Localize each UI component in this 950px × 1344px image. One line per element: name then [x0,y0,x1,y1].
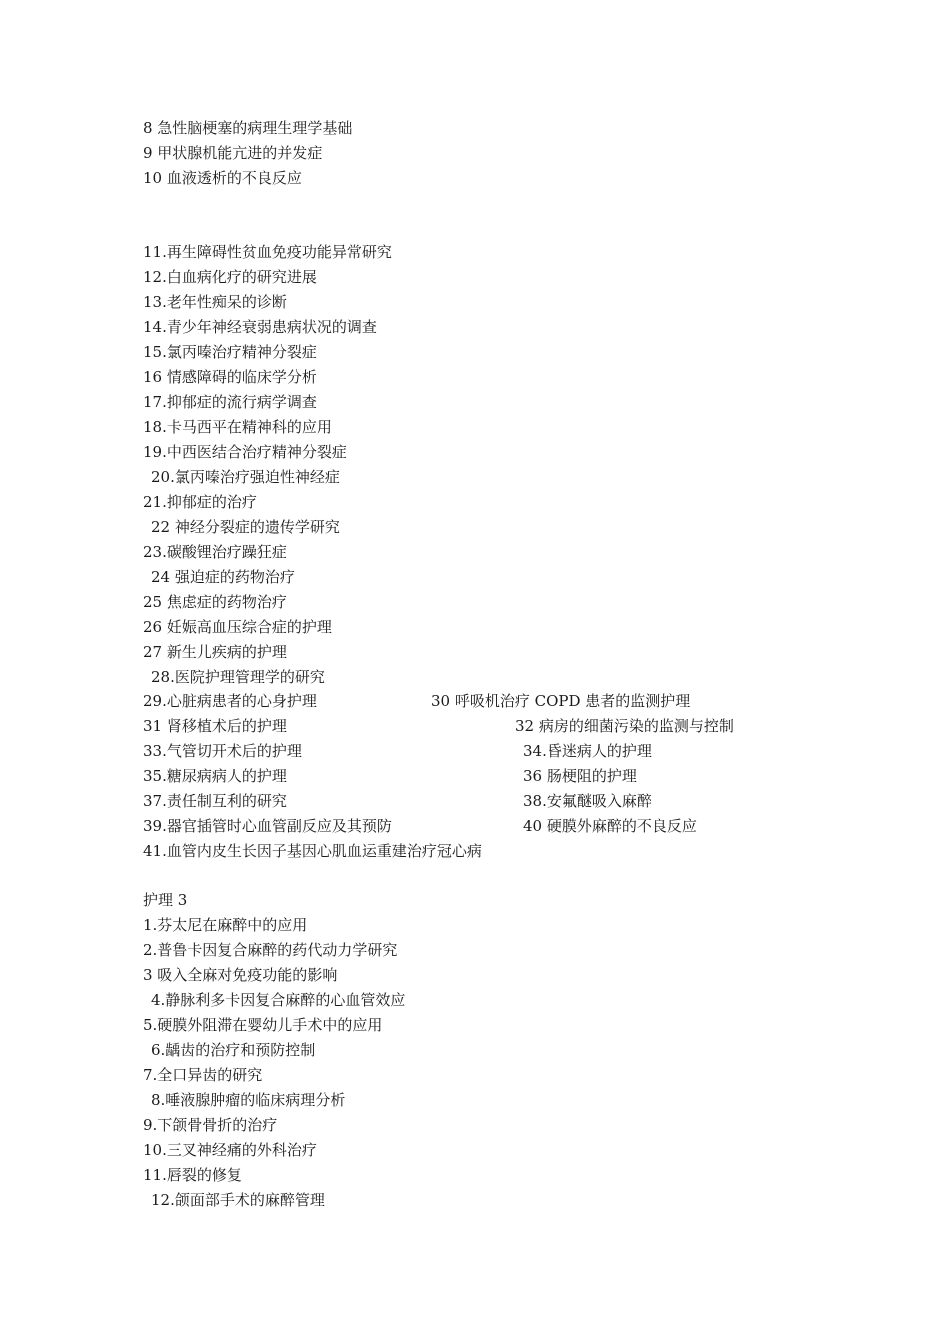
text-line: 9 甲状腺机能亢进的并发症 [143,144,323,162]
text-line: 18.卡马西平在精神科的应用 [143,418,332,436]
text-line: 1.芬太尼在麻醉中的应用 [143,916,308,934]
text-line: 25 焦虑症的药物治疗 [143,593,287,611]
text-line: 4.静脉利多卡因复合麻醉的心血管效应 [151,991,406,1009]
text-line: 15.氯丙嗪治疗精神分裂症 [143,343,317,361]
text-line: 28.医院护理管理学的研究 [151,668,325,686]
text-line: 19.中西医结合治疗精神分裂症 [143,443,347,461]
text-line: 38.安氟醚吸入麻醉 [523,792,652,810]
text-line: 27 新生儿疾病的护理 [143,643,287,661]
text-line: 22 神经分裂症的遗传学研究 [151,518,340,536]
text-line: 37.责任制互利的研究 [143,792,287,810]
text-line: 20.氯丙嗪治疗强迫性神经症 [151,468,340,486]
text-line: 23.碳酸锂治疗躁狂症 [143,543,287,561]
text-line: 13.老年性痴呆的诊断 [143,293,287,311]
text-line: 32 病房的细菌污染的监测与控制 [515,717,734,735]
text-line: 26 妊娠高血压综合症的护理 [143,618,332,636]
text-line: 24 强迫症的药物治疗 [151,568,295,586]
text-line: 6.龋齿的治疗和预防控制 [151,1041,316,1059]
text-line: 11.再生障碍性贫血免疫功能异常研究 [143,243,392,261]
text-line: 10.三叉神经痛的外科治疗 [143,1141,317,1159]
text-line: 5.硬膜外阻滞在婴幼儿手术中的应用 [143,1016,383,1034]
text-line: 3 吸入全麻对免疫功能的影响 [143,966,338,984]
text-line: 41.血管内皮生长因子基因心肌血运重建治疗冠心病 [143,842,482,860]
text-line: 9.下颌骨骨折的治疗 [143,1116,278,1134]
text-line: 8 急性脑梗塞的病理生理学基础 [143,119,353,137]
text-line: 10 血液透析的不良反应 [143,169,302,187]
text-line: 12.白血病化疗的研究进展 [143,268,317,286]
text-line: 35.糖尿病病人的护理 [143,767,287,785]
text-line: 21.抑郁症的治疗 [143,493,257,511]
text-line: 36 肠梗阻的护理 [523,767,637,785]
text-line: 14.青少年神经衰弱患病状况的调查 [143,318,377,336]
text-line: 31 肾移植术后的护理 [143,717,287,735]
text-line: 12.颌面部手术的麻醉管理 [151,1191,325,1209]
text-line: 40 硬膜外麻醉的不良反应 [523,817,697,835]
text-line: 34.昏迷病人的护理 [523,742,652,760]
text-line: 2.普鲁卡因复合麻醉的药代动力学研究 [143,941,398,959]
section-heading: 护理 3 [143,891,188,909]
text-line: 16 情感障碍的临床学分析 [143,368,317,386]
text-line: 11.唇裂的修复 [143,1166,242,1184]
text-line: 17.抑郁症的流行病学调查 [143,393,317,411]
text-line: 39.器官插管时心血管副反应及其预防 [143,817,392,835]
text-line: 30 呼吸机治疗 COPD 患者的监测护理 [431,692,691,710]
text-line: 8.唾液腺肿瘤的临床病理分析 [151,1091,346,1109]
text-line: 33.气管切开术后的护理 [143,742,302,760]
text-line: 7.全口异齿的研究 [143,1066,263,1084]
text-line: 29.心脏病患者的心身护理 [143,692,317,710]
